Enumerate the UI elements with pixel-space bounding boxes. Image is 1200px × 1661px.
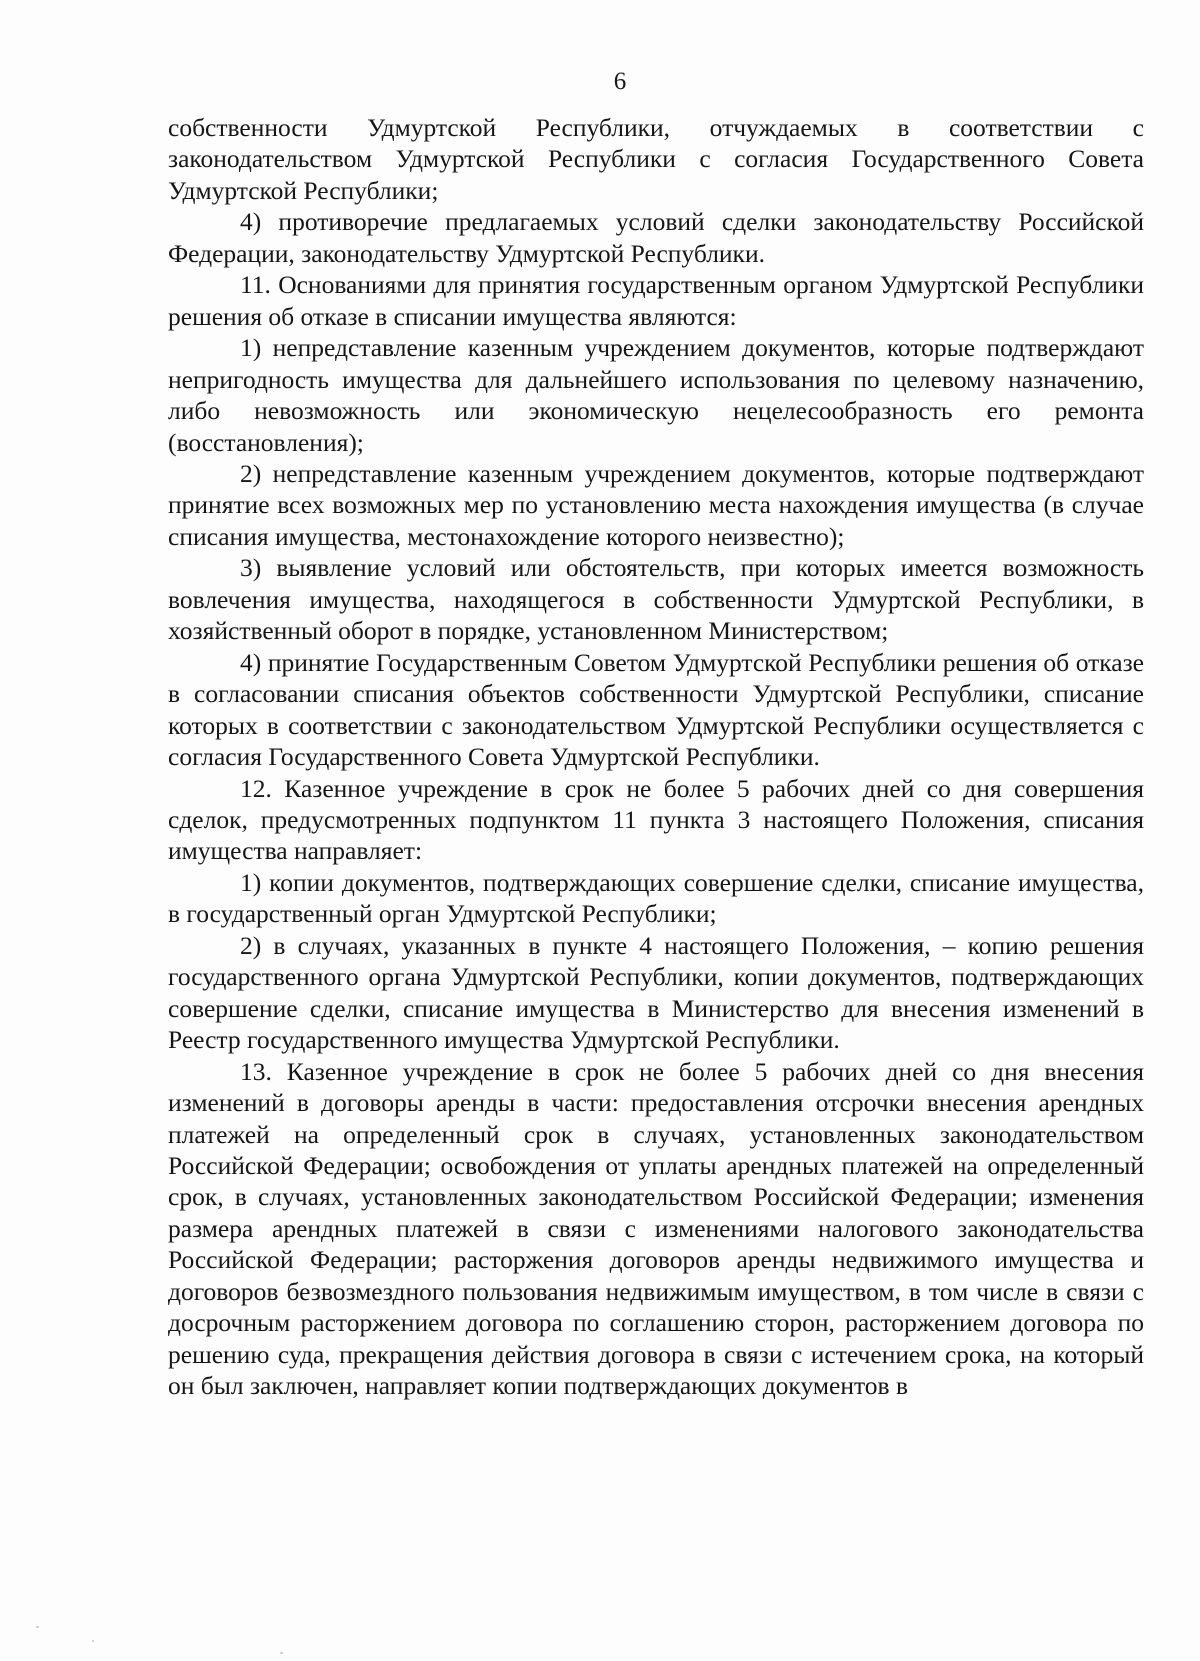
document-body	[168, 112, 1144, 1402]
page-number: 6	[613, 68, 627, 95]
scan-speck	[92, 1640, 94, 1642]
paragraph-11-item-4: 4) принятие Государственным Советом Удмуртской Республики решения об отказе в согласовании списания объектов собственности Удмуртской Республики, списание которых в соответствии с законодательством Удмуртской Республики осуществляется с согласия Государственного Совета Удмуртской Республики.	[168, 647, 1144, 772]
paragraph-11: 11. Основаниями для принятия государственным органом Удмуртской Республики решения об отказе в списании имущества являются:	[168, 270, 1144, 331]
paragraph-11-item-2: 2) непредставление казенным учреждением документов, которые подтверждают принятие всех возможных мер по установлению места нахождения имущества (в случае списания имущества, местонахождение которого неизвестно);	[168, 458, 1144, 551]
scan-speck	[280, 1652, 283, 1654]
paragraph-12: 12. Казенное учреждение в срок не более 5 рабочих дней со дня совершения сделок, предусмотренных подпунктом 11 пункта 3 настоящего Положения, списания имущества направляет:	[168, 773, 1144, 866]
paragraph-11-item-1: 1) непредставление казенным учреждением документов, которые подтверждают непригодность имущества для дальнейшего использования по целевому назначению, либо невозможность или экономическую нецелесообразность его ремонта (восстановления);	[168, 333, 1144, 457]
paragraph-continuation: собственности Удмуртской Республики, отчуждаемых в соответствии с законодательством Удмуртской Республики с согласия Государственного Совета Удмуртской Республики;	[168, 113, 1144, 205]
scan-speck	[36, 1626, 39, 1628]
paragraph-12-item-2: 2) в случаях, указанных в пункте 4 настоящего Положения, – копию решения государственного органа Удмуртской Республики, копии документов, подтверждающих совершение сделки, списание имущества в Министерство для внесения изменений в Реестр государственного имущества Удмуртской Республики.	[168, 930, 1144, 1055]
paragraph-11-item-3: 3) выявление условий или обстоятельств, при которых имеется возможность вовлечения имущества, находящегося в собственности Удмуртской Республики, в хозяйственный оборот в порядке, установленном Министерством;	[168, 553, 1144, 646]
paragraph-12-item-1: 1) копии документов, подтверждающих совершение сделки, списание имущества, в государственный орган Удмуртской Республики;	[168, 867, 1144, 929]
paragraph-10-item-4: 4) противоречие предлагаемых условий сделки законодательству Российской Федерации, законодательству Удмуртской Республики.	[168, 207, 1144, 268]
paragraph-13: 13. Казенное учреждение в срок не более 5 рабочих дней со дня внесения изменений в договоры аренды в части: предоставления отсрочки внесения арендных платежей на определенный срок в случаях, установленных законодательством Российской Федерации; освобождения от уплаты арендных платежей на определенный срок, в случаях, установленных законодательством Российской Федерации; изменения размера арендных платежей в связи с изменениями налогового законодательства Российской Федерации; расторжения договоров аренды недвижимого имущества и договоров безвозмездного пользования недвижимым имуществом, в том числе в связи с досрочным расторжением договора по соглашению сторон, расторжением договора по решению суда, прекращения действия договора в связи с истечением срока, на который он был заключен, направляет копии подтверждающих документов в	[168, 1056, 1144, 1401]
